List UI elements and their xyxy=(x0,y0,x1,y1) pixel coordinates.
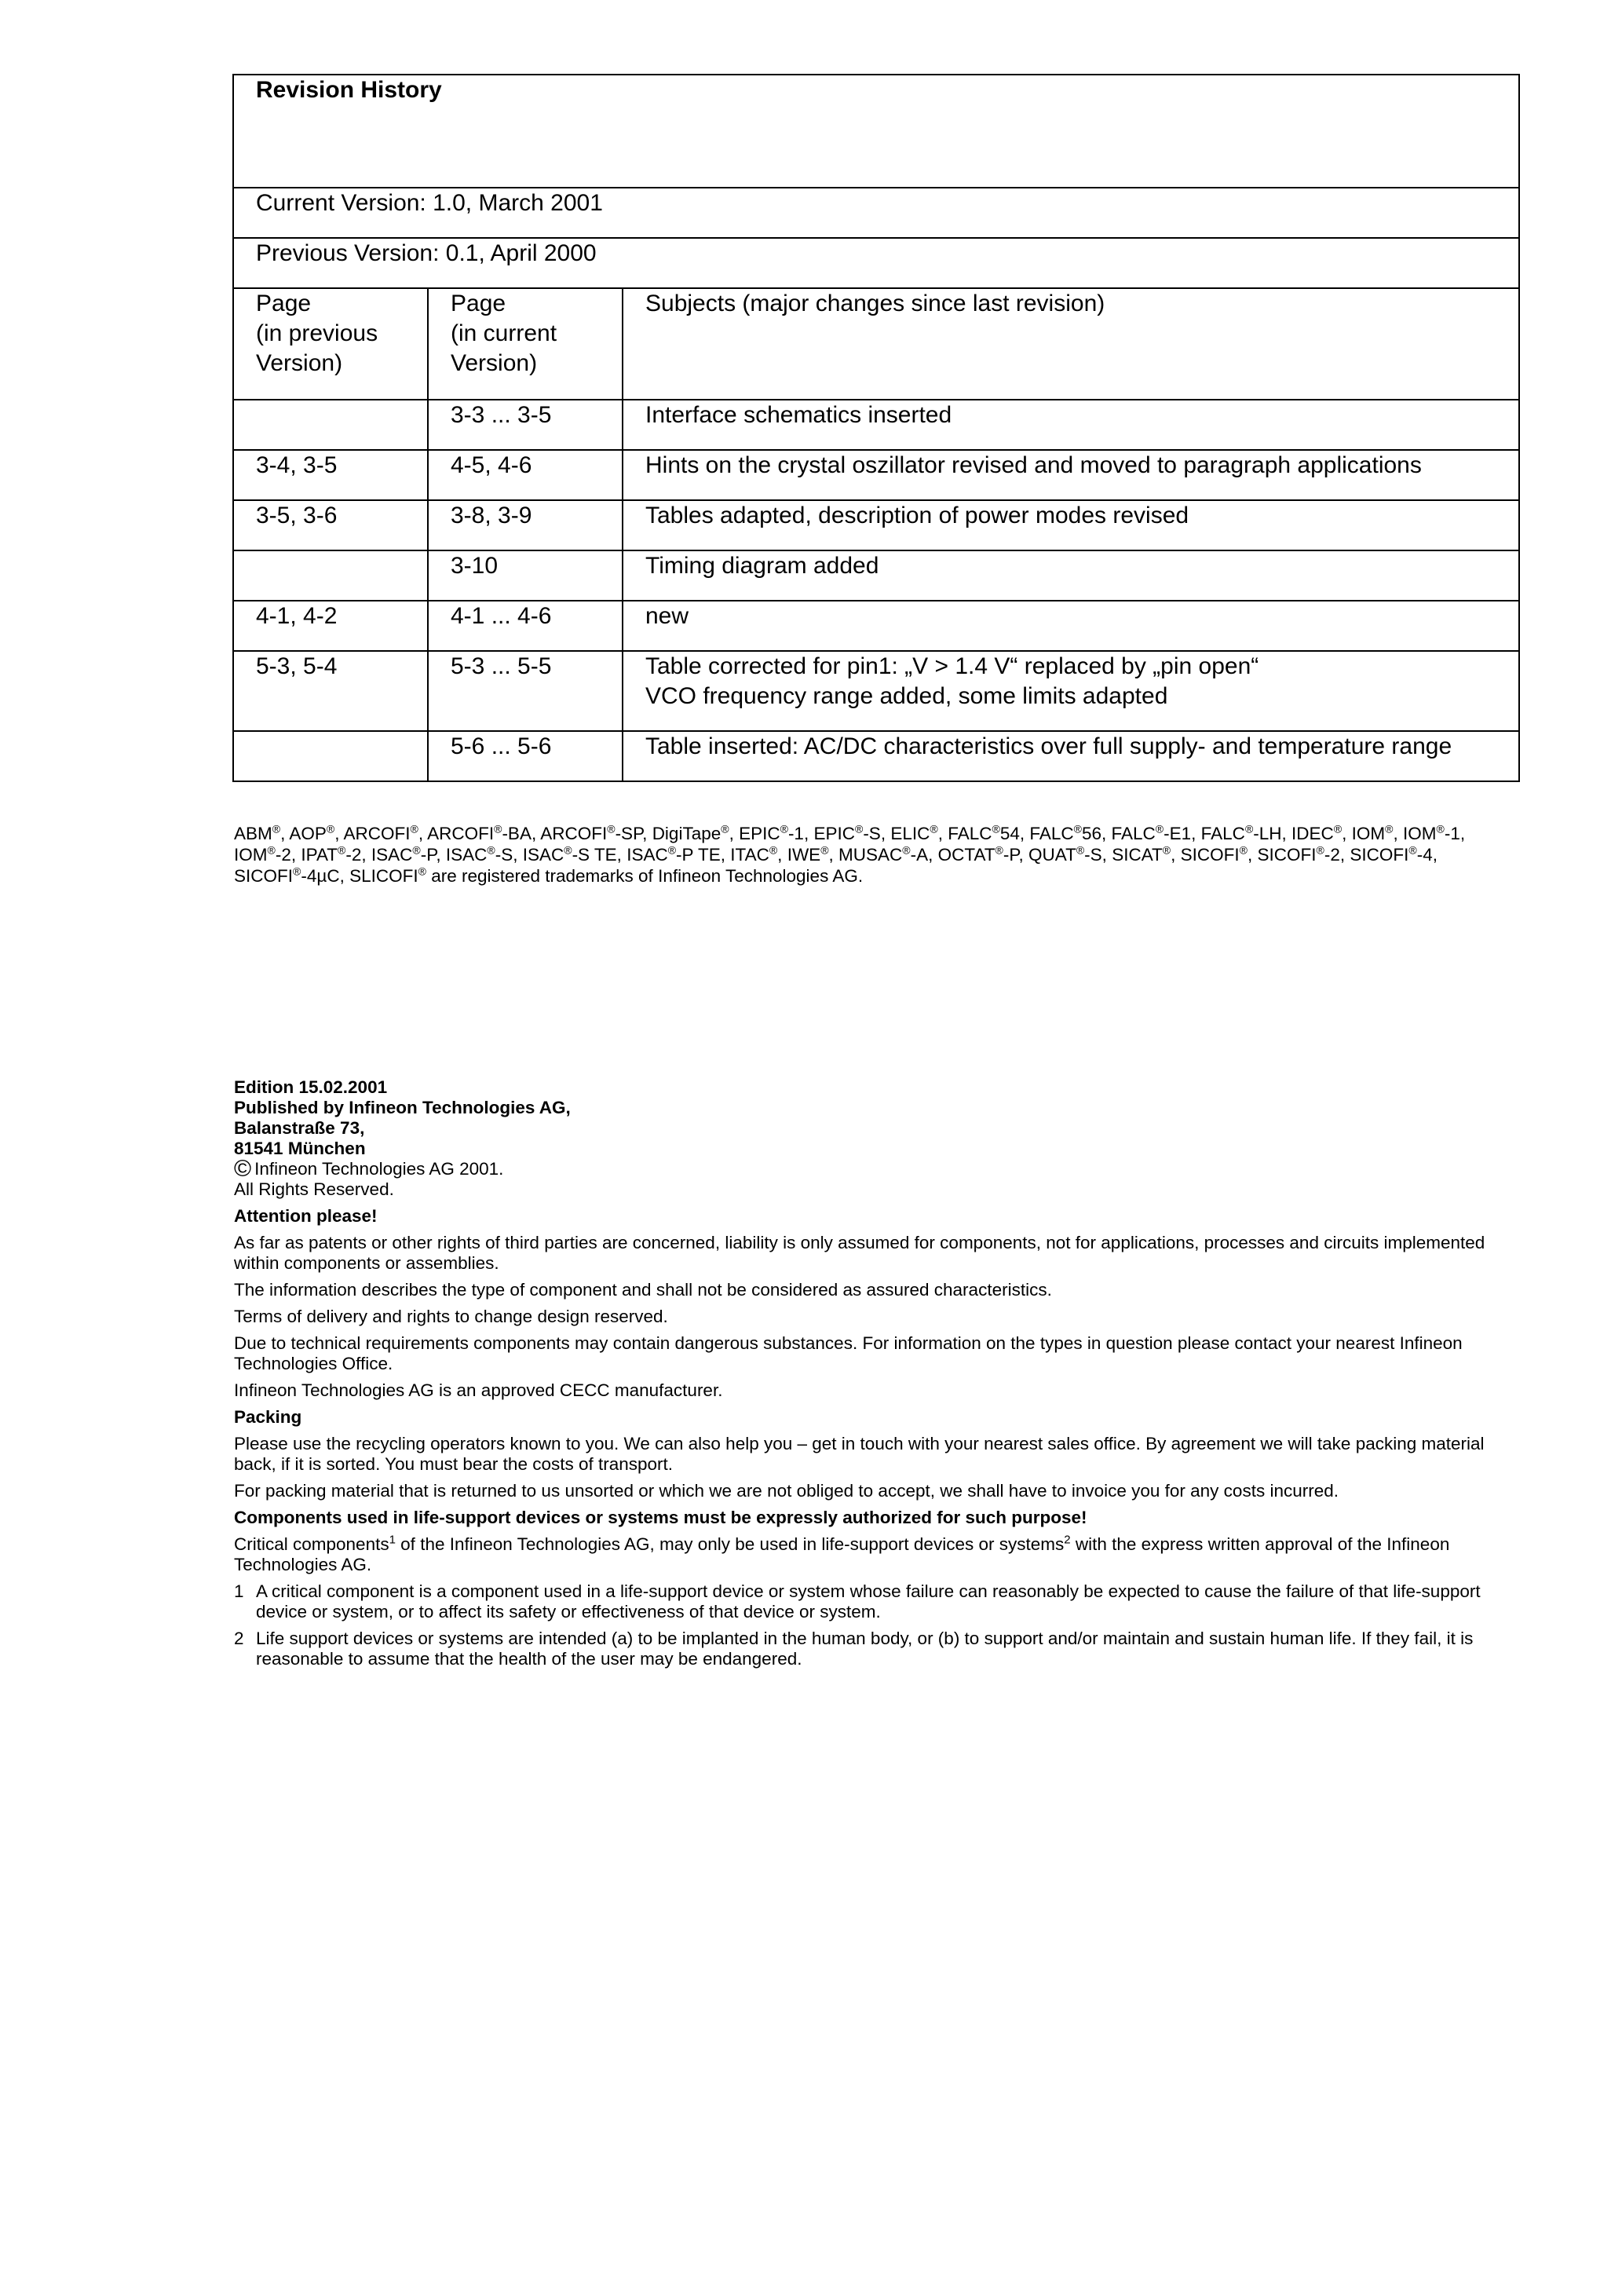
registered-mark: ® xyxy=(412,843,421,857)
trademark-item: MUSAC®-A xyxy=(838,843,929,865)
trademark-item: FALC®-E1 xyxy=(1111,822,1192,843)
header-line: (in previous xyxy=(256,320,378,346)
registered-mark: ® xyxy=(1408,843,1417,857)
registered-mark: ® xyxy=(1155,822,1164,835)
table-row xyxy=(233,651,1519,731)
life-support-paragraph xyxy=(234,1534,1522,1575)
attention-paragraph: Infineon Technologies AG is an approved CECC manufacturer. xyxy=(234,1380,723,1400)
life-support-heading: Components used in life-support devices or systems must be expressly authorized for such purpose! xyxy=(234,1508,1087,1527)
registered-mark: ® xyxy=(930,822,938,835)
trademark-suffix: are registered trademarks of Infineon Technologies AG. xyxy=(426,866,864,886)
attention-heading: Attention please! xyxy=(234,1206,378,1226)
trademark-item: SICOFI® xyxy=(1180,843,1248,865)
footnote xyxy=(234,1581,1522,1622)
packing-heading: Packing xyxy=(234,1407,302,1427)
imprint-section xyxy=(234,1077,1522,1669)
table-row xyxy=(233,500,1519,550)
cell-current-page: 4-5, 4-6 xyxy=(428,450,623,500)
cell-subject xyxy=(623,601,1519,651)
footnote xyxy=(234,1629,1522,1669)
header-line: (in current xyxy=(451,320,557,346)
copyright-icon: © xyxy=(234,1156,252,1182)
registered-mark: ® xyxy=(1436,822,1445,835)
rights-reserved: All Rights Reserved. xyxy=(234,1179,394,1199)
cell-subject xyxy=(623,550,1519,601)
registered-mark: ® xyxy=(410,822,418,835)
cell-current-page: 5-3 ... 5-5 xyxy=(428,651,623,731)
subject-line: Tables adapted, description of power modes revised xyxy=(645,503,1189,528)
registered-mark: ® xyxy=(1244,822,1254,835)
header-current-page xyxy=(428,288,623,400)
registered-mark: ® xyxy=(769,843,778,857)
registered-mark: ® xyxy=(1076,843,1085,857)
subject-line: new xyxy=(645,603,689,629)
trademark-item: FALC®56 xyxy=(1029,822,1101,843)
table-row xyxy=(233,601,1519,651)
copyright-line xyxy=(234,1156,1522,1182)
cell-current-page: 4-1 ... 4-6 xyxy=(428,601,623,651)
registered-mark: ® xyxy=(272,822,281,835)
registered-mark: ® xyxy=(418,865,426,878)
cell-previous-page: 3-5, 3-6 xyxy=(233,500,428,550)
cell-previous-page xyxy=(233,400,428,450)
revision-history-table xyxy=(232,74,1520,782)
footnote-number: 1 xyxy=(234,1581,244,1601)
header-line: Version) xyxy=(451,350,538,376)
cell-subject xyxy=(623,450,1519,500)
trademark-item: QUAT®-S xyxy=(1028,843,1102,865)
trademark-item: DigiTape® xyxy=(652,822,729,843)
registered-mark: ® xyxy=(995,843,1003,857)
cell-current-page: 3-8, 3-9 xyxy=(428,500,623,550)
registered-mark: ® xyxy=(1239,843,1248,857)
cell-subject xyxy=(623,500,1519,550)
trademark-item: IOM® xyxy=(1351,822,1394,843)
subject-line: VCO frequency range added, some limits adapted xyxy=(645,683,1168,709)
copyright-text: Infineon Technologies AG 2001. xyxy=(254,1159,504,1179)
trademark-item: EPIC®-1 xyxy=(739,822,804,843)
registered-mark: ® xyxy=(1073,822,1082,835)
trademark-item: ABM® xyxy=(234,822,281,843)
cell-previous-page: 5-3, 5-4 xyxy=(233,651,428,731)
table-row xyxy=(233,731,1519,781)
revision-history-title: Revision History xyxy=(256,77,442,103)
trademark-item: SICAT® xyxy=(1112,843,1171,865)
header-line: Page xyxy=(256,291,312,316)
publisher-street: Balanstraße 73, xyxy=(234,1118,365,1138)
registered-mark: ® xyxy=(494,822,502,835)
cell-previous-page: 3-4, 3-5 xyxy=(233,450,428,500)
trademark-item: FALC®54 xyxy=(948,822,1020,843)
cell-previous-page: 4-1, 4-2 xyxy=(233,601,428,651)
packing-paragraph: Please use the recycling operators known to you. We can also help you – get in touch with your nearest sales office. By agreement we will take packing material back, if it is sorted. You must bear the costs of transport. xyxy=(234,1434,1485,1474)
trademark-item: ARCOFI® xyxy=(343,822,418,843)
life-support-text: Critical components xyxy=(234,1534,389,1554)
trademark-item: ITAC® xyxy=(730,843,778,865)
publisher-city: 81541 München xyxy=(234,1139,366,1158)
registered-mark: ® xyxy=(992,822,1000,835)
trademark-item: FALC®-LH xyxy=(1200,822,1282,843)
attention-paragraph: As far as patents or other rights of third parties are concerned, liability is only assumed for components, not for applications, processes and circuits implemented within components or assemblies. xyxy=(234,1233,1485,1273)
life-support-text: with the express written approval of the Infineon Technologies AG. xyxy=(234,1534,1450,1574)
header-line: Version) xyxy=(256,350,343,376)
registered-mark: ® xyxy=(902,843,911,857)
trademark-item: ISAC®-P xyxy=(371,843,437,865)
trademark-notice: ABM®, AOP®, ARCOFI®, ARCOFI®-BA, ARCOFI®-SP, DigiTape®, EPIC®-1, EPIC®-S, ELIC®, FALC®54, FALC®56, FALC®-E1, FALC®-LH, IDEC®, IOM®, IOM®-1, IOM®-2, IPAT®-2, ISAC®-P, ISAC®-S, ISAC®-S TE, ISAC®-P TE, ITAC®, IWE®, MUSAC®-A, OCTAT®-P, QUAT®-S, SICAT®, SICOFI®, SICOFI®-2, SICOFI®-4, SICOFI®-4µC, SLICOFI® are registered trademarks of Infineon Technologies AG. xyxy=(234,822,1466,886)
registered-mark: ® xyxy=(780,822,788,835)
registered-mark: ® xyxy=(564,843,572,857)
registered-mark: ® xyxy=(1316,843,1324,857)
registered-mark: ® xyxy=(854,822,864,835)
publisher: Published by Infineon Technologies AG, xyxy=(234,1098,571,1117)
current-version: Current Version: 1.0, March 2001 xyxy=(233,188,1519,238)
trademark-item: ISAC®-S TE xyxy=(522,843,617,865)
subject-line: Table inserted: AC/DC characteristics over full supply- and temperature range xyxy=(645,733,1452,759)
cell-subject xyxy=(623,651,1519,731)
registered-mark: ® xyxy=(820,843,829,857)
cell-subject xyxy=(623,731,1519,781)
footnote-number: 2 xyxy=(234,1629,244,1648)
cell-previous-page xyxy=(233,550,428,601)
cell-current-page: 3-10 xyxy=(428,550,623,601)
trademark-item: SICOFI®-4µC xyxy=(234,865,340,886)
trademark-item: IOM®-2 xyxy=(234,843,291,865)
trademark-item: IWE® xyxy=(787,843,829,865)
footnote-text: Life support devices or systems are intended (a) to be implanted in the human body, or (b) to support and/or maintain and sustain human life. If they fail, it is reasonable to assume that the health of the user may be endangered. xyxy=(256,1629,1474,1669)
subject-line: Hints on the crystal oszillator revised and moved to paragraph applications xyxy=(645,452,1422,478)
trademark-item: SLICOFI® xyxy=(349,865,426,886)
cell-subject xyxy=(623,400,1519,450)
header-previous-page xyxy=(233,288,428,400)
trademark-item: AOP® xyxy=(289,822,335,843)
registered-mark: ® xyxy=(293,865,301,878)
registered-mark: ® xyxy=(607,822,616,835)
registered-mark: ® xyxy=(267,843,276,857)
cell-previous-page xyxy=(233,731,428,781)
trademark-item: SICOFI®-2 xyxy=(1257,843,1340,865)
trademark-item: ISAC®-S xyxy=(445,843,513,865)
life-support-text: of the Infineon Technologies AG, may only be used in life-support devices or systems xyxy=(395,1534,1065,1554)
table-row xyxy=(233,400,1519,450)
subject-line: Table corrected for pin1: „V > 1.4 V“ replaced by „pin open“ xyxy=(645,653,1259,679)
trademark-item: IDEC® xyxy=(1291,822,1343,843)
trademark-item: ARCOFI®-SP xyxy=(540,822,643,843)
registered-mark: ® xyxy=(721,822,729,835)
previous-version-row xyxy=(233,238,1519,288)
trademark-item: IOM®-1 xyxy=(1403,822,1460,843)
revision-title-row xyxy=(233,75,1519,188)
table-row xyxy=(233,450,1519,500)
registered-mark: ® xyxy=(338,843,346,857)
previous-version: Previous Version: 0.1, April 2000 xyxy=(233,238,1519,288)
column-header-row xyxy=(233,288,1519,400)
subject-line: Interface schematics inserted xyxy=(645,402,952,428)
registered-mark: ® xyxy=(326,822,335,835)
edition: Edition 15.02.2001 xyxy=(234,1077,388,1097)
trademark-item: EPIC®-S xyxy=(813,822,881,843)
revision-title-cell xyxy=(233,75,1519,188)
registered-mark: ® xyxy=(1385,822,1394,835)
registered-mark: ® xyxy=(1333,822,1343,835)
registered-mark: ® xyxy=(667,843,677,857)
table-row xyxy=(233,550,1519,601)
trademark-item: OCTAT®-P xyxy=(937,843,1019,865)
footnote-text: A critical component is a component used in a life-support device or system whose failure can reasonably be expected to cause the failure of that life-support device or system, or to affect its safety or effectiveness of that device or system. xyxy=(256,1581,1481,1621)
packing-paragraph: For packing material that is returned to us unsorted or which we are not obliged to accept, we shall have to invoice you for any costs incurred. xyxy=(234,1481,1339,1501)
registered-mark: ® xyxy=(487,843,495,857)
attention-paragraph: Due to technical requirements components may contain dangerous substances. For information on the types in question please contact your nearest Infineon Technologies Office. xyxy=(234,1333,1463,1373)
trademark-item: ARCOFI®-BA xyxy=(427,822,532,843)
subject-line: Timing diagram added xyxy=(645,553,879,579)
header-subjects: Subjects (major changes since last revision) xyxy=(623,288,1519,400)
footnote-ref: 1 xyxy=(389,1533,396,1547)
header-line: Page xyxy=(451,291,506,316)
footnote-ref: 2 xyxy=(1064,1533,1071,1547)
current-version-row xyxy=(233,188,1519,238)
cell-current-page: 5-6 ... 5-6 xyxy=(428,731,623,781)
registered-mark: ® xyxy=(1162,843,1171,857)
trademark-item: SICOFI®-4 xyxy=(1350,843,1433,865)
attention-paragraph: Terms of delivery and rights to change design reserved. xyxy=(234,1307,668,1326)
cell-current-page: 3-3 ... 3-5 xyxy=(428,400,623,450)
trademark-item: IPAT®-2 xyxy=(301,843,362,865)
trademark-item: ELIC® xyxy=(890,822,938,843)
trademark-item: ISAC®-P TE xyxy=(627,843,721,865)
attention-paragraph: The information describes the type of component and shall not be considered as assured characteristics. xyxy=(234,1280,1052,1300)
